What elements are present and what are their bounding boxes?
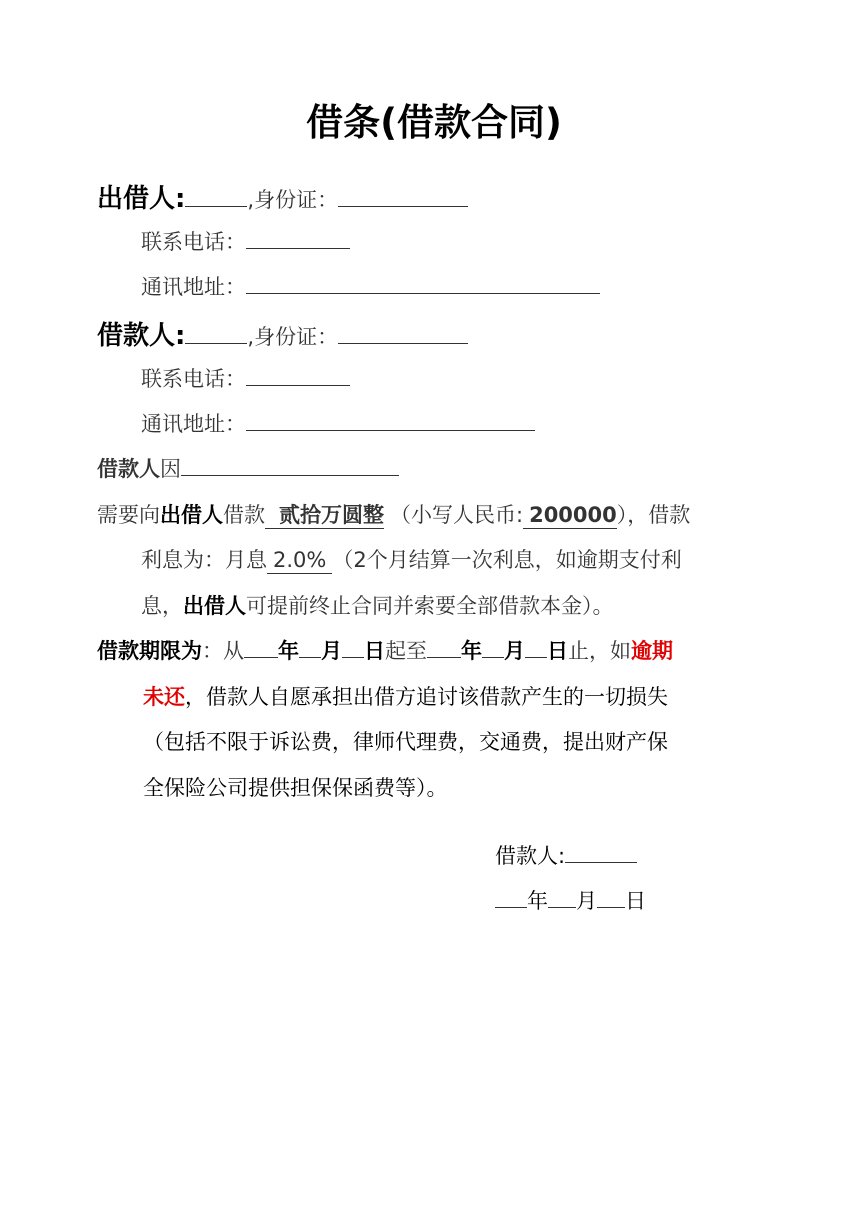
term-line-3 bbox=[143, 726, 668, 756]
start-month-blank bbox=[299, 656, 321, 658]
costs-text-1: （包括不限于诉讼费，律师代理费，交通费，提出财产保 bbox=[143, 730, 668, 754]
borrower-phone-blank bbox=[246, 384, 350, 386]
term-line-1 bbox=[97, 635, 673, 665]
reason-borrower-label: 借款人 bbox=[97, 457, 160, 481]
borrower-label: 借款人: bbox=[97, 321, 186, 351]
borrower-address-line bbox=[141, 408, 535, 438]
signature-borrower-label: 借款人: bbox=[495, 844, 566, 868]
amount-number: 200000 bbox=[523, 503, 617, 529]
amount-text-2: 借款 bbox=[223, 503, 265, 527]
end-day-blank bbox=[525, 656, 547, 658]
borrower-name-blank bbox=[185, 342, 247, 344]
lender-phone-blank bbox=[246, 247, 350, 249]
lender-address-blank bbox=[246, 292, 600, 294]
lender-line bbox=[97, 178, 468, 215]
amount-text-5: 息， bbox=[141, 594, 183, 618]
lender-phone-label: 联系电话： bbox=[141, 230, 246, 254]
amount-text-4: ），借款 bbox=[616, 503, 691, 527]
amount-line-1 bbox=[97, 499, 690, 529]
borrower-id-label: ,身份证： bbox=[247, 325, 339, 349]
term-label: 借款期限为 bbox=[97, 639, 202, 663]
costs-text-2: 全保险公司提供担保保函费等）。 bbox=[143, 776, 448, 800]
lender-address-label: 通讯地址： bbox=[141, 275, 246, 299]
lender-id-blank bbox=[338, 205, 468, 207]
end-day-label: 日 bbox=[547, 639, 568, 663]
signature-borrower-line bbox=[495, 840, 637, 870]
reason-blank bbox=[181, 474, 399, 476]
borrower-address-blank bbox=[246, 429, 535, 431]
end-month-label: 月 bbox=[504, 639, 525, 663]
amount-text-1: 需要向 bbox=[97, 503, 160, 527]
lender-name-blank bbox=[185, 205, 247, 207]
start-month-label: 月 bbox=[321, 639, 342, 663]
signature-borrower-blank bbox=[565, 861, 637, 863]
end-year-blank bbox=[427, 656, 461, 658]
borrower-phone-label: 联系电话： bbox=[141, 367, 246, 391]
signature-month-label: 月 bbox=[576, 889, 597, 913]
interest-terms: （2个月结算一次利息，如逾期支付利 bbox=[332, 548, 682, 572]
amount-text-3: （小写人民币: bbox=[390, 503, 524, 527]
term-text-1: ：从 bbox=[202, 639, 244, 663]
overdue-warning-2: 未还 bbox=[143, 685, 185, 709]
interest-rate: 2.0% bbox=[267, 548, 332, 574]
amount-line-3 bbox=[141, 590, 614, 620]
lender-id-label: ,身份证： bbox=[247, 188, 339, 212]
interest-label: 利息为：月息 bbox=[141, 548, 267, 572]
amount-lender-name-2: 出借人 bbox=[183, 594, 246, 618]
start-year-label: 年 bbox=[278, 639, 299, 663]
liability-text: ，借款人自愿承担出借方追讨该借款产生的一切损失 bbox=[185, 685, 668, 709]
borrower-id-blank bbox=[338, 342, 468, 344]
borrower-phone-line bbox=[141, 363, 350, 393]
term-line-2 bbox=[143, 681, 668, 711]
lender-phone-line bbox=[141, 226, 350, 256]
signature-year-blank bbox=[495, 906, 527, 908]
lender-label: 出借人: bbox=[97, 184, 186, 214]
reason-line bbox=[97, 453, 399, 483]
amount-line-2 bbox=[141, 544, 682, 574]
signature-day-blank bbox=[597, 906, 625, 908]
termination-text: 可提前终止合同并索要全部借款本金）。 bbox=[246, 594, 614, 618]
term-text-3: 止，如 bbox=[568, 639, 631, 663]
term-text-2: 起至 bbox=[385, 639, 427, 663]
signature-day-label: 日 bbox=[625, 889, 646, 913]
start-day-blank bbox=[342, 656, 364, 658]
end-month-blank bbox=[482, 656, 504, 658]
amount-in-words: 贰拾万圆整 bbox=[265, 503, 384, 529]
amount-lender-name: 出借人 bbox=[160, 503, 223, 527]
signature-date-line bbox=[495, 885, 646, 915]
end-year-label: 年 bbox=[461, 639, 482, 663]
signature-year-label: 年 bbox=[527, 889, 548, 913]
document-title: 借条(借款合同) bbox=[306, 101, 562, 144]
start-year-blank bbox=[244, 656, 278, 658]
borrower-line bbox=[97, 315, 468, 352]
lender-address-line bbox=[141, 271, 600, 301]
start-day-label: 日 bbox=[364, 639, 385, 663]
overdue-warning-1: 逾期 bbox=[631, 639, 673, 663]
borrower-address-label: 通讯地址： bbox=[141, 412, 246, 436]
signature-month-blank bbox=[548, 906, 576, 908]
term-line-4 bbox=[143, 772, 448, 802]
reason-text: 因 bbox=[160, 457, 181, 481]
